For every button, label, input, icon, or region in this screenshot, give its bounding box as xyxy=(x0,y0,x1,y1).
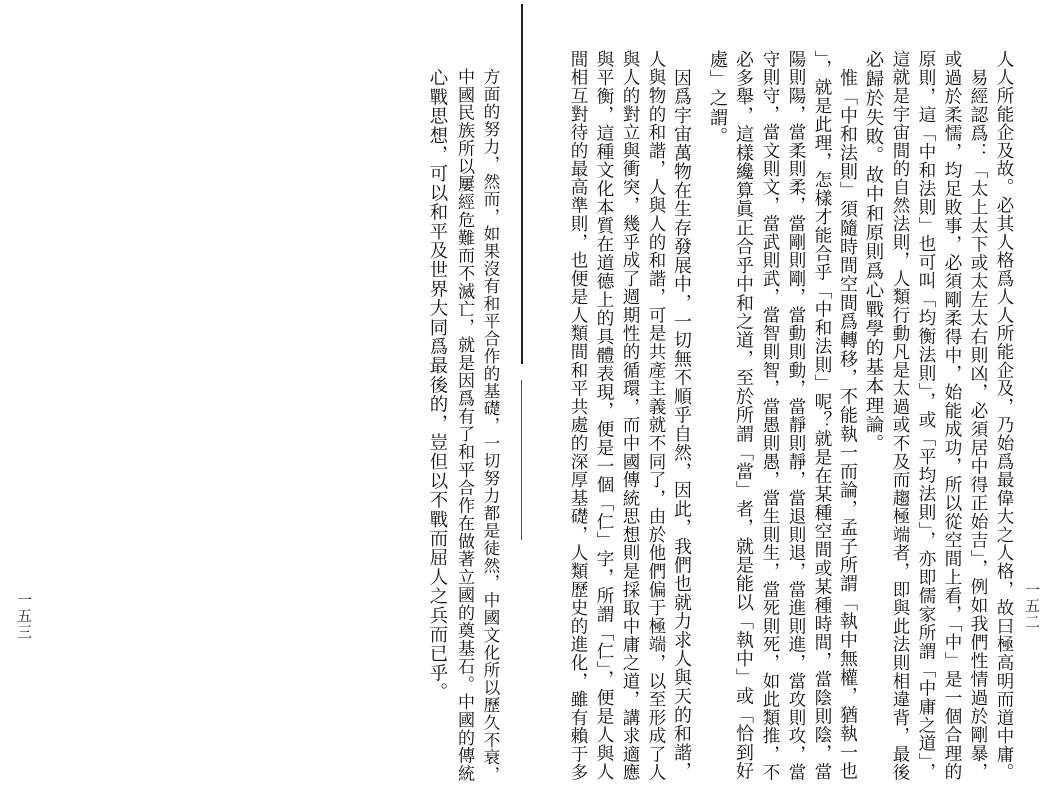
text-column-r6: 必歸於失敗。故中和原則爲心戰學的基本理論。 xyxy=(863,50,884,454)
text-column-r7: 惟「中和法則」須隨時間空間爲轉移，不能執一而論，孟子所謂「執中無權，猶執一也 xyxy=(837,50,858,781)
text-column-r16: 與平衡，這種文化本質在道德上的具體表現，便是一個「仁」字，所謂「仁」，便是人與人 xyxy=(594,50,614,782)
right-page xyxy=(530,0,1049,793)
page-number-153: 一五三 xyxy=(15,592,33,640)
text-column-l3: 心戰思想，可以和平及世界大同爲最後的，豈但以不戰而屈人之兵而已乎。 xyxy=(427,68,448,702)
text-column-r17: 間相互對待的最高準則，也便是人類間和平共處的深厚基礎，人類歷史的進化，雖有賴于多 xyxy=(568,50,588,782)
text-column-r11: 必多舉，這樣纔算眞正合乎中和之道，至於所謂「當」者，就是能以「執中」或「恰到好 xyxy=(733,50,754,781)
text-column-l2: 中國民族所以屢經危難而不滅亡，就是因爲有了和平合作在做著立國的奠基石。中國的傳統 xyxy=(454,68,474,783)
text-column-r10: 守則守，當文則文，當武則武，當智則智，當愚則愚，當生則生，當死則死，如此類推，不 xyxy=(760,50,780,782)
text-column-r4: 原則，這「中和法則」也可叫「均衡法則」，或「平均法則」，亦即儒家所謂「中庸之道」， xyxy=(916,50,936,781)
text-column-r5: 這就是宇宙間的自然法則，人類行動凡是太過或不及而趨極端者，即與此法則相違背，最後 xyxy=(890,50,910,782)
text-column-r15: 與人的對立與衝突，幾乎成了週期性的循環，而中國傳統思想則是採取中庸之道，講求適應 xyxy=(620,50,640,782)
text-column-r8: 」，就是此理，怎樣才能合乎「中和法則」呢？就是在某種空間或某種時間，當陰則陰，當 xyxy=(812,50,832,782)
text-column-l1: 方面的努力，然而，如果沒有和平合作的基礎，一切努力都是徒然，中國文化所以歷久不衰， xyxy=(481,68,500,784)
text-column-r14: 人與物的和諧，人與人的和諧，可是共產主義就不同了，由於他們偏于極端，以至形成了人 xyxy=(646,50,666,782)
text-column-r13: 因爲宇宙萬物在生存發展中，一切無不順乎自然，因此，我們也就力求人與天的和諧， xyxy=(671,50,692,781)
text-column-r9: 陽則陽，當柔則柔，當剛則剛，當動則動，當靜則靜，當退則退，當進則進，當攻則攻，當 xyxy=(786,50,806,782)
text-column-r12: 處」之謂。 xyxy=(707,50,728,146)
text-column-r2: 易經認爲：「太上太下或太左太右則凶，必須居中得正始吉」，例如我們性情過於剛暴， xyxy=(968,50,988,782)
text-column-r3: 或過於柔懦，均足敗事，必須剛柔得中，始能成功，所以從空間上看，「中」是一個合理的 xyxy=(942,50,962,782)
page-number-152: 一五二 xyxy=(1023,582,1041,630)
text-column-r1: 人人所能企及故。必其人格爲人人所能企及，乃始爲最偉大之人格，故曰極高明而道中庸。 xyxy=(994,50,1014,782)
